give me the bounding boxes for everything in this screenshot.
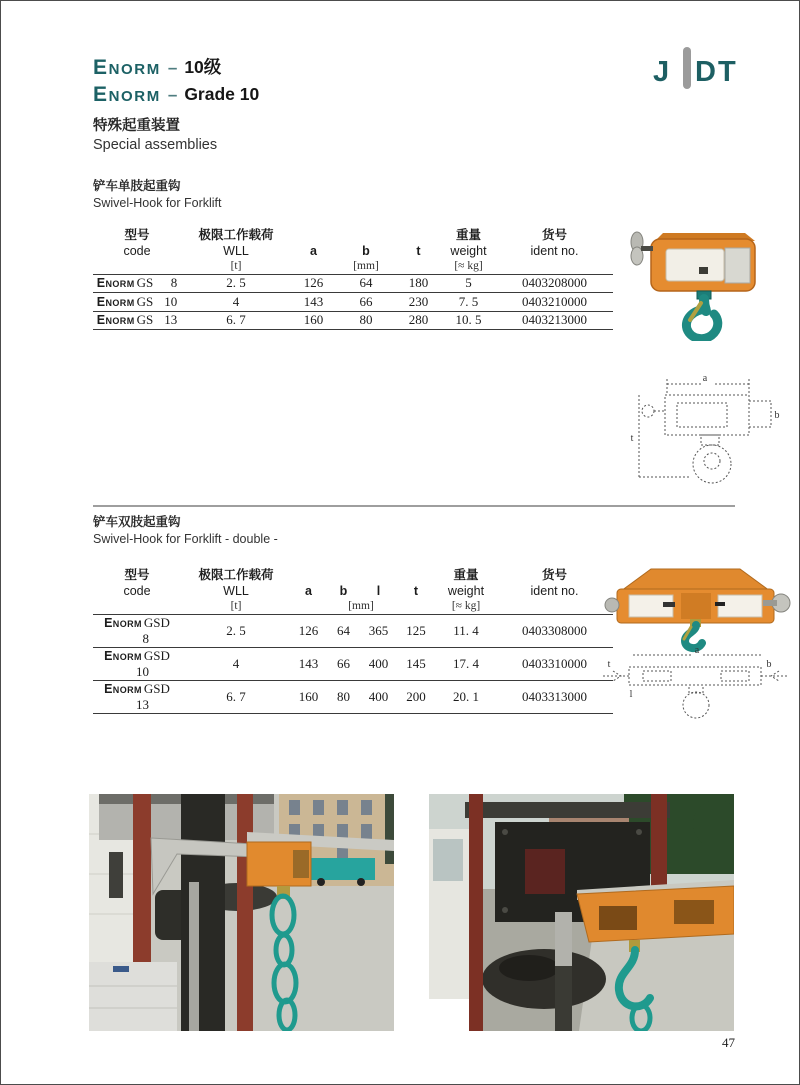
l-value: 400 (361, 680, 396, 713)
t-value: 200 (396, 680, 436, 713)
headline-dash: – (167, 85, 178, 104)
table2-header-zh-row (93, 565, 613, 583)
table2-header-wll-zh: 极限工作载荷 (198, 568, 274, 582)
subsection1-title-en: Swivel-Hook for Forklift (93, 196, 222, 210)
section-title (93, 117, 217, 155)
a-value: 126 (291, 274, 336, 293)
weight-value: 20. 1 (436, 680, 496, 713)
table-row (93, 274, 613, 293)
table2-header-a: a (305, 584, 312, 598)
single-hook-spec-table (93, 225, 613, 330)
table1-header-weight-en: weight (450, 244, 487, 258)
mast-channel (181, 794, 225, 1031)
weight-value: 11. 4 (436, 614, 496, 647)
table2-unit-mm: [mm] (326, 599, 396, 614)
subsection2-title (93, 514, 278, 548)
table2-header-code-zh: 型号 (124, 568, 150, 582)
table2-header-code-en: code (123, 584, 151, 598)
dim-label-l: l (629, 689, 633, 700)
subsection1-title (93, 178, 222, 212)
pocket-opening (666, 249, 724, 281)
table1-header-wll-zh: 极限工作载荷 (198, 228, 274, 242)
t-value: 125 (396, 614, 436, 647)
single-hook-technical-drawing (627, 371, 789, 493)
section-divider (93, 505, 735, 507)
table1-header-code-en: code (123, 244, 151, 258)
jdt-logo-bar-icon (683, 47, 691, 89)
t-value: 180 (396, 274, 441, 293)
table-row (93, 293, 613, 312)
headline-line-zh (93, 55, 259, 82)
t-value: 280 (396, 311, 441, 330)
pocket-opening-right (674, 900, 714, 924)
table2-header-ident-en: ident no. (530, 584, 579, 598)
table1-header-a: a (310, 244, 317, 258)
dim-label-a: a (694, 645, 700, 656)
jdt-logo (649, 47, 745, 101)
table1-header-en-row (93, 243, 613, 259)
double-hook-spec-table (93, 565, 613, 714)
carriage-cross-beam (465, 802, 670, 818)
l-value: 400 (361, 647, 396, 680)
table-row (93, 311, 613, 330)
double-swivel-hook-product-image (603, 553, 791, 653)
double-hook-technical-drawing (601, 645, 793, 723)
table2-unit-t: [t] (181, 599, 291, 614)
pocket-end-cap (725, 248, 750, 283)
mast-beam-left (469, 794, 483, 1031)
table2-header-ident-zh: 货号 (541, 568, 567, 582)
dim-label-b: b (774, 410, 780, 421)
grade-zh: 10级 (184, 57, 222, 77)
b-value: 66 (336, 293, 396, 312)
ident-no: 0403310000 (496, 647, 613, 680)
wll-value: 2. 5 (181, 274, 291, 293)
a-value: 143 (291, 293, 336, 312)
mast-cylinder (555, 912, 572, 972)
table1-units-row (93, 259, 613, 274)
section-title-zh: 特殊起重装置 (93, 118, 180, 134)
weight-value: 10. 5 (441, 311, 496, 330)
ident-no: 0403213000 (496, 311, 613, 330)
wll-value: 6. 7 (181, 680, 291, 713)
mast-beam-right (237, 794, 253, 1031)
b-value: 64 (336, 274, 396, 293)
dim-label-a: a (702, 373, 708, 384)
hook-bowl (686, 309, 717, 339)
a-value: 160 (291, 680, 326, 713)
subsection1-title-zh: 铲车单肢起重钩 (93, 179, 181, 193)
table2-units-row (93, 599, 613, 614)
b-value: 80 (336, 311, 396, 330)
table1-header-code-zh: 型号 (124, 228, 150, 242)
weight-value: 7. 5 (441, 293, 496, 312)
l-value: 365 (361, 614, 396, 647)
table1-header-b: b (362, 244, 370, 258)
dim-label-t: t (630, 433, 634, 444)
ident-no: 0403208000 (496, 274, 613, 293)
table1-unit-t: [t] (181, 259, 291, 274)
table2-header-weight-zh: 重量 (453, 568, 479, 582)
jdt-logo-letters-dt: DT (695, 56, 738, 88)
jdt-logo-letter-j: J (653, 56, 672, 88)
t-value: 230 (396, 293, 441, 312)
table-row (93, 647, 613, 680)
weight-value: 5 (441, 274, 496, 293)
wll-value: 4 (181, 293, 291, 312)
table-row (93, 614, 613, 647)
a-value: 126 (291, 614, 326, 647)
table1-header-weight-zh: 重量 (455, 228, 481, 242)
table2-header-en-row (93, 583, 613, 599)
product-code: Enorm GS 8 (93, 274, 181, 293)
page-number: 47 (722, 1035, 735, 1050)
table2-header-weight-en: weight (447, 584, 485, 598)
subsection2-title-en: Swivel-Hook for Forklift - double - (93, 532, 278, 546)
a-value: 143 (291, 647, 326, 680)
ident-no: 0403210000 (496, 293, 613, 312)
table1-header-ident-en: ident no. (530, 244, 579, 258)
table1-header-wll-en: WLL (223, 244, 249, 258)
product-code: Enorm GSD10 (93, 647, 181, 680)
weight-value: 17. 4 (436, 647, 496, 680)
table2-header-wll-en: WLL (223, 584, 249, 598)
table-row (93, 680, 613, 713)
table1-header-ident-zh: 货号 (541, 228, 567, 242)
mast-rod (189, 882, 199, 1031)
subsection2-title-zh: 铲车双肢起重钩 (93, 515, 181, 529)
wll-value: 2. 5 (181, 614, 291, 647)
ident-no: 0403313000 (496, 680, 613, 713)
grade-en: Grade 10 (184, 84, 260, 104)
wll-value: 6. 7 (181, 311, 291, 330)
product-code: Enorm GSD8 (93, 614, 181, 647)
pocket-top-face (621, 569, 770, 591)
t-value: 145 (396, 647, 436, 680)
a-value: 160 (291, 311, 336, 330)
wll-value: 4 (181, 647, 291, 680)
product-code: Enorm GS 10 (93, 293, 181, 312)
table2-header-b: b (339, 584, 348, 598)
page-headline (93, 55, 259, 109)
product-code: Enorm GS 13 (93, 311, 181, 330)
table1-unit-mm: [mm] (336, 259, 396, 274)
b-value: 80 (326, 680, 361, 713)
section-title-en: Special assemblies (93, 137, 218, 153)
table2-unit-kg: [≈ kg] (436, 599, 496, 614)
table2-header-l: l (376, 584, 381, 598)
truck-bed (311, 858, 375, 880)
product-code: Enorm GSD13 (93, 680, 181, 713)
table1-unit-kg: [≈ kg] (441, 259, 496, 274)
table1-header-t: t (416, 244, 421, 258)
table2-header-t: t (413, 584, 419, 598)
single-swivel-hook-product-image (621, 211, 789, 341)
brand-name: Enorm (93, 56, 161, 79)
headline-dash: – (167, 58, 178, 77)
dim-label-t: t (607, 659, 611, 670)
b-value: 64 (326, 614, 361, 647)
forklift-double-hook-photo (429, 794, 734, 1031)
dim-label-b: b (766, 659, 772, 670)
table1-header-zh-row (93, 225, 613, 243)
ident-no: 0403308000 (496, 614, 613, 647)
tree (385, 794, 394, 864)
b-value: 66 (326, 647, 361, 680)
left-screw (605, 598, 619, 612)
headline-line-en (93, 82, 259, 109)
forklift-single-hook-photo (89, 794, 394, 1031)
pocket-opening-left (599, 906, 637, 930)
tiled-base (89, 962, 177, 1031)
brand-name: Enorm (93, 83, 161, 106)
